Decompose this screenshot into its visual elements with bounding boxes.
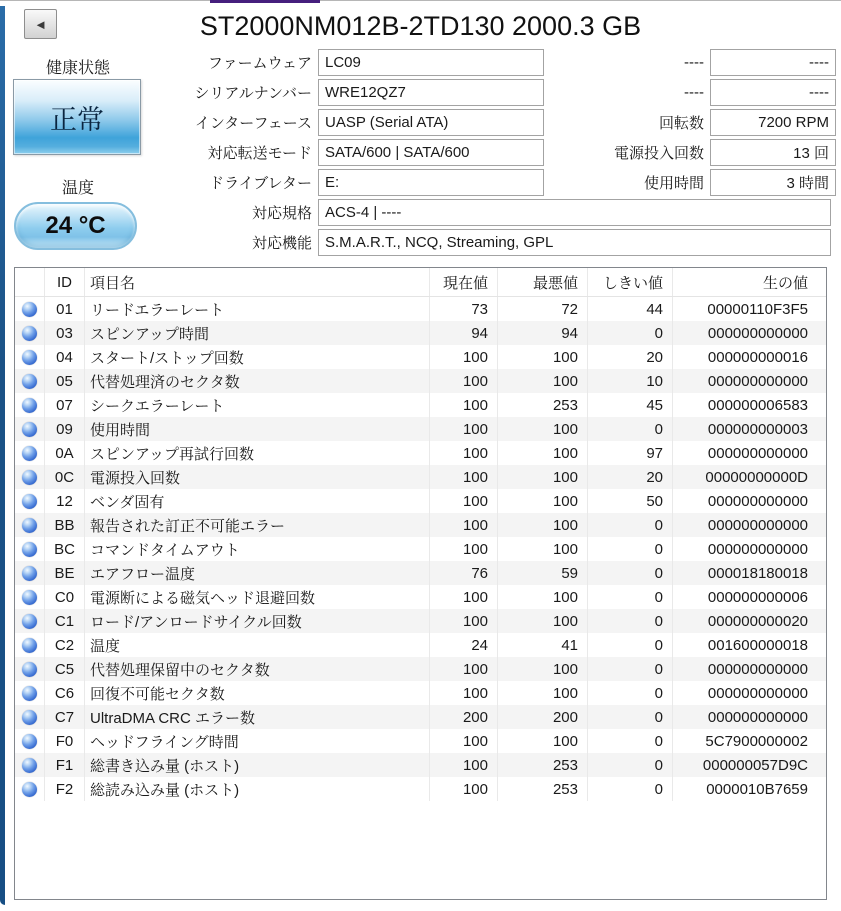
status-indicator-cell bbox=[15, 393, 45, 417]
cell-threshold: 0 bbox=[588, 633, 673, 657]
cell-current: 100 bbox=[430, 657, 498, 681]
cell-id: F0 bbox=[45, 729, 85, 753]
table-row[interactable] bbox=[15, 705, 826, 729]
cell-raw: 001600000018 bbox=[707, 636, 808, 654]
cell-name: 温度 bbox=[85, 633, 430, 657]
status-indicator-icon bbox=[22, 398, 37, 413]
cell-worst: 100 bbox=[498, 681, 588, 705]
status-indicator-cell bbox=[15, 585, 45, 609]
header-attribute-name: 項目名 bbox=[85, 268, 430, 296]
cell-current: 100 bbox=[430, 609, 498, 633]
cell-current: 100 bbox=[430, 441, 498, 465]
cell-id: 07 bbox=[45, 393, 85, 417]
info-field-label: ---- bbox=[684, 54, 704, 71]
cell-current: 100 bbox=[430, 729, 498, 753]
cell-threshold: 10 bbox=[588, 369, 673, 393]
temperature-value: 24 °C bbox=[45, 212, 106, 239]
cell-name: UltraDMA CRC エラー数 bbox=[85, 705, 430, 729]
cell-raw: 000000000016 bbox=[707, 348, 808, 366]
cell-id: 0A bbox=[45, 441, 85, 465]
info-field-label: ドライブレター bbox=[209, 175, 312, 192]
status-indicator-icon bbox=[22, 782, 37, 797]
cell-raw: 00000110F3F5 bbox=[707, 300, 808, 318]
table-row[interactable] bbox=[15, 681, 826, 705]
cell-id: 01 bbox=[45, 297, 85, 321]
cell-current: 100 bbox=[430, 465, 498, 489]
cell-name: 電源断による磁気ヘッド退避回数 bbox=[85, 585, 430, 609]
status-indicator-cell bbox=[15, 753, 45, 777]
status-indicator-cell bbox=[15, 681, 45, 705]
status-indicator-icon bbox=[22, 302, 37, 317]
cell-current: 73 bbox=[430, 297, 498, 321]
info-field-label: 対応機能 bbox=[251, 235, 312, 252]
cell-threshold: 0 bbox=[588, 753, 673, 777]
cell-worst: 253 bbox=[498, 753, 588, 777]
cell-raw: 000000000000 bbox=[707, 708, 808, 726]
cell-raw: 000000057D9C bbox=[702, 756, 808, 774]
status-indicator-cell bbox=[15, 561, 45, 585]
back-arrow-icon: ◄ bbox=[34, 16, 47, 32]
table-row[interactable] bbox=[15, 441, 826, 465]
cell-id: F2 bbox=[45, 777, 85, 801]
table-row[interactable] bbox=[15, 537, 826, 561]
table-row[interactable] bbox=[15, 561, 826, 585]
health-status-value: 正常 bbox=[50, 104, 104, 135]
cell-id: 0C bbox=[45, 465, 85, 489]
status-indicator-cell bbox=[15, 345, 45, 369]
cell-worst: 200 bbox=[498, 705, 588, 729]
cell-current: 100 bbox=[430, 585, 498, 609]
info-field-label: 電源投入回数 bbox=[613, 145, 704, 162]
status-indicator-cell bbox=[15, 417, 45, 441]
cell-threshold: 20 bbox=[588, 465, 673, 489]
status-indicator-cell bbox=[15, 513, 45, 537]
table-row[interactable] bbox=[15, 489, 826, 513]
cell-worst: 59 bbox=[498, 561, 588, 585]
info-field-row bbox=[560, 79, 836, 106]
header-threshold-value: しきい値 bbox=[588, 268, 673, 296]
cell-name: 使用時間 bbox=[85, 417, 430, 441]
status-indicator-icon bbox=[22, 446, 37, 461]
status-indicator-icon bbox=[22, 422, 37, 437]
cell-threshold: 97 bbox=[588, 441, 673, 465]
cell-raw: 000000000000 bbox=[707, 540, 808, 558]
cell-id: BB bbox=[45, 513, 85, 537]
info-field-label: 対応転送モード bbox=[207, 145, 312, 162]
cell-id: C2 bbox=[45, 633, 85, 657]
info-field-label: ファームウェア bbox=[207, 55, 312, 72]
info-field-row bbox=[0, 229, 831, 256]
cell-threshold: 0 bbox=[588, 321, 673, 345]
cell-threshold: 0 bbox=[588, 681, 673, 705]
status-indicator-icon bbox=[22, 542, 37, 557]
cell-current: 100 bbox=[430, 513, 498, 537]
info-field-value-box: 7200 RPM bbox=[710, 109, 836, 136]
status-indicator-icon bbox=[22, 374, 37, 389]
cell-current: 100 bbox=[430, 369, 498, 393]
cell-raw: 000000000000 bbox=[707, 660, 808, 678]
cell-threshold: 0 bbox=[588, 705, 673, 729]
cell-threshold: 44 bbox=[588, 297, 673, 321]
cell-raw: 000000000000 bbox=[707, 492, 808, 510]
info-field-value-box: WRE12QZ7 bbox=[318, 79, 544, 106]
cell-threshold: 0 bbox=[588, 561, 673, 585]
status-indicator-cell bbox=[15, 441, 45, 465]
cell-raw: 000000000006 bbox=[707, 588, 808, 606]
temperature-label: 温度 bbox=[61, 180, 94, 197]
cell-worst: 100 bbox=[498, 729, 588, 753]
status-indicator-cell bbox=[15, 297, 45, 321]
table-row[interactable] bbox=[15, 585, 826, 609]
health-status-label: 健康状態 bbox=[45, 60, 110, 77]
table-row[interactable] bbox=[15, 633, 826, 657]
cell-worst: 100 bbox=[498, 345, 588, 369]
info-field-value-box: UASP (Serial ATA) bbox=[318, 109, 544, 136]
cell-id: C6 bbox=[45, 681, 85, 705]
status-indicator-icon bbox=[22, 518, 37, 533]
cell-threshold: 0 bbox=[588, 777, 673, 801]
status-indicator-icon bbox=[22, 758, 37, 773]
header-raw-value: 生の値 bbox=[762, 274, 808, 292]
cell-id: BE bbox=[45, 561, 85, 585]
cell-id: BC bbox=[45, 537, 85, 561]
table-row[interactable] bbox=[15, 321, 826, 345]
cell-worst: 100 bbox=[498, 369, 588, 393]
cell-id: 04 bbox=[45, 345, 85, 369]
status-indicator-cell bbox=[15, 537, 45, 561]
cell-name: ヘッドフライング時間 bbox=[85, 729, 430, 753]
cell-current: 100 bbox=[430, 681, 498, 705]
cell-raw: 000000000000 bbox=[707, 516, 808, 534]
info-field-label: インターフェース bbox=[194, 115, 312, 132]
cell-worst: 100 bbox=[498, 609, 588, 633]
status-indicator-cell bbox=[15, 657, 45, 681]
cell-threshold: 0 bbox=[588, 585, 673, 609]
info-field-value-box: LC09 bbox=[318, 49, 544, 76]
info-field-value-box: 13 回 bbox=[710, 139, 836, 166]
status-indicator-icon bbox=[22, 350, 37, 365]
cell-name: 代替処理保留中のセクタ数 bbox=[85, 657, 430, 681]
table-row[interactable] bbox=[15, 609, 826, 633]
cell-name: スタート/ストップ回数 bbox=[85, 345, 430, 369]
info-field-label: ---- bbox=[684, 84, 704, 101]
table-row[interactable] bbox=[15, 513, 826, 537]
cell-worst: 94 bbox=[498, 321, 588, 345]
cell-raw: 5C7900000002 bbox=[705, 732, 808, 750]
cell-worst: 100 bbox=[498, 417, 588, 441]
status-indicator-cell bbox=[15, 729, 45, 753]
cell-worst: 100 bbox=[498, 537, 588, 561]
cell-name: リードエラーレート bbox=[85, 297, 430, 321]
cell-name: ロード/アンロードサイクル回数 bbox=[85, 609, 430, 633]
info-field-row bbox=[560, 109, 836, 136]
status-indicator-icon bbox=[22, 566, 37, 581]
smart-table-header-row bbox=[15, 268, 826, 297]
cell-threshold: 0 bbox=[588, 609, 673, 633]
status-indicator-icon bbox=[22, 614, 37, 629]
info-field-value-box: 3 時間 bbox=[710, 169, 836, 196]
cell-raw: 000000000000 bbox=[707, 444, 808, 462]
status-indicator-icon bbox=[22, 494, 37, 509]
cell-name: 電源投入回数 bbox=[85, 465, 430, 489]
drive-title: ST2000NM012B-2TD130 2000.3 GB bbox=[199, 11, 642, 41]
status-indicator-cell bbox=[15, 609, 45, 633]
cell-id: F1 bbox=[45, 753, 85, 777]
cell-threshold: 45 bbox=[588, 393, 673, 417]
cell-threshold: 50 bbox=[588, 489, 673, 513]
status-indicator-icon bbox=[22, 470, 37, 485]
info-field-label: シリアルナンバー bbox=[194, 85, 312, 102]
table-row[interactable] bbox=[15, 393, 826, 417]
info-field-value-box: SATA/600 | SATA/600 bbox=[318, 139, 544, 166]
cell-current: 100 bbox=[430, 417, 498, 441]
cell-worst: 72 bbox=[498, 297, 588, 321]
smart-attribute-table bbox=[14, 267, 827, 900]
table-row[interactable] bbox=[15, 753, 826, 777]
status-indicator-cell bbox=[15, 321, 45, 345]
cell-current: 100 bbox=[430, 537, 498, 561]
table-row[interactable] bbox=[15, 297, 826, 321]
info-field-row bbox=[560, 169, 836, 196]
cell-name: 報告された訂正不可能エラー bbox=[85, 513, 430, 537]
status-indicator-icon bbox=[22, 662, 37, 677]
cell-threshold: 0 bbox=[588, 513, 673, 537]
table-row[interactable] bbox=[15, 657, 826, 681]
info-field-label: 回転数 bbox=[658, 115, 704, 132]
header-current-value: 現在値 bbox=[430, 268, 498, 296]
cell-threshold: 0 bbox=[588, 537, 673, 561]
table-row[interactable] bbox=[15, 417, 826, 441]
cell-id: 12 bbox=[45, 489, 85, 513]
cell-current: 76 bbox=[430, 561, 498, 585]
smart-table-body bbox=[15, 297, 826, 801]
status-indicator-cell bbox=[15, 705, 45, 729]
header-status-indicator bbox=[15, 268, 45, 296]
cell-id: C7 bbox=[45, 705, 85, 729]
cell-name: スピンアップ時間 bbox=[85, 321, 430, 345]
status-indicator-cell bbox=[15, 369, 45, 393]
info-field-value-box: S.M.A.R.T., NCQ, Streaming, GPL bbox=[318, 229, 831, 256]
table-row[interactable] bbox=[15, 777, 826, 801]
cell-worst: 253 bbox=[498, 777, 588, 801]
table-row[interactable] bbox=[15, 369, 826, 393]
cell-id: C5 bbox=[45, 657, 85, 681]
table-row[interactable] bbox=[15, 345, 826, 369]
cell-id: 09 bbox=[45, 417, 85, 441]
cell-worst: 100 bbox=[498, 657, 588, 681]
table-row[interactable] bbox=[15, 465, 826, 489]
cell-worst: 100 bbox=[498, 489, 588, 513]
cell-worst: 100 bbox=[498, 585, 588, 609]
cell-raw: 000000000000 bbox=[707, 324, 808, 342]
status-indicator-cell bbox=[15, 777, 45, 801]
active-disk-tab-indicator bbox=[210, 0, 320, 3]
cell-raw: 000000000000 bbox=[707, 684, 808, 702]
status-indicator-icon bbox=[22, 686, 37, 701]
cell-name: エアフロー温度 bbox=[85, 561, 430, 585]
cell-worst: 253 bbox=[498, 393, 588, 417]
cell-threshold: 0 bbox=[588, 729, 673, 753]
cell-current: 100 bbox=[430, 777, 498, 801]
cell-current: 200 bbox=[430, 705, 498, 729]
cell-name: 代替処理済のセクタ数 bbox=[85, 369, 430, 393]
cell-current: 94 bbox=[430, 321, 498, 345]
info-field-row bbox=[560, 49, 836, 76]
cell-worst: 100 bbox=[498, 441, 588, 465]
cell-id: 03 bbox=[45, 321, 85, 345]
cell-name: 総読み込み量 (ホスト) bbox=[85, 777, 430, 801]
info-field-value-box: ---- bbox=[710, 49, 836, 76]
status-indicator-icon bbox=[22, 590, 37, 605]
cell-worst: 100 bbox=[498, 465, 588, 489]
cell-raw: 0000010B7659 bbox=[706, 780, 808, 798]
cell-name: 回復不可能セクタ数 bbox=[85, 681, 430, 705]
status-indicator-cell bbox=[15, 489, 45, 513]
info-field-value-box: ACS-4 | ---- bbox=[318, 199, 831, 226]
cell-threshold: 0 bbox=[588, 417, 673, 441]
cell-name: 総書き込み量 (ホスト) bbox=[85, 753, 430, 777]
table-row[interactable] bbox=[15, 729, 826, 753]
info-field-label: 対応規格 bbox=[251, 205, 312, 222]
cell-current: 100 bbox=[430, 393, 498, 417]
drive-info-right-fields bbox=[560, 49, 836, 196]
cell-name: コマンドタイムアウト bbox=[85, 537, 430, 561]
info-field-row bbox=[0, 199, 831, 226]
cell-id: 05 bbox=[45, 369, 85, 393]
info-field-label: 使用時間 bbox=[643, 175, 704, 192]
cell-name: シークエラーレート bbox=[85, 393, 430, 417]
status-indicator-cell bbox=[15, 633, 45, 657]
cell-worst: 100 bbox=[498, 513, 588, 537]
cell-id: C0 bbox=[45, 585, 85, 609]
window-top-border bbox=[0, 0, 841, 1]
cell-threshold: 20 bbox=[588, 345, 673, 369]
header-id: ID bbox=[45, 268, 85, 296]
cell-current: 24 bbox=[430, 633, 498, 657]
cell-current: 100 bbox=[430, 489, 498, 513]
status-indicator-cell bbox=[15, 465, 45, 489]
status-indicator-icon bbox=[22, 710, 37, 725]
status-indicator-icon bbox=[22, 326, 37, 341]
cell-raw: 000000000003 bbox=[707, 420, 808, 438]
status-indicator-icon bbox=[22, 638, 37, 653]
header-worst-value: 最悪値 bbox=[498, 268, 588, 296]
cell-raw: 000018180018 bbox=[707, 564, 808, 582]
cell-current: 100 bbox=[430, 753, 498, 777]
cell-threshold: 0 bbox=[588, 657, 673, 681]
cell-raw: 000000000000 bbox=[707, 372, 808, 390]
cell-current: 100 bbox=[430, 345, 498, 369]
info-field-value-box: E: bbox=[318, 169, 544, 196]
cell-raw: 00000000000D bbox=[705, 468, 808, 486]
info-field-value-box: ---- bbox=[710, 79, 836, 106]
cell-worst: 41 bbox=[498, 633, 588, 657]
cell-name: ベンダ固有 bbox=[85, 489, 430, 513]
status-indicator-icon bbox=[22, 734, 37, 749]
cell-raw: 000000000020 bbox=[707, 612, 808, 630]
cell-name: スピンアップ再試行回数 bbox=[85, 441, 430, 465]
cell-id: C1 bbox=[45, 609, 85, 633]
info-field-row bbox=[560, 139, 836, 166]
cell-raw: 000000006583 bbox=[707, 396, 808, 414]
